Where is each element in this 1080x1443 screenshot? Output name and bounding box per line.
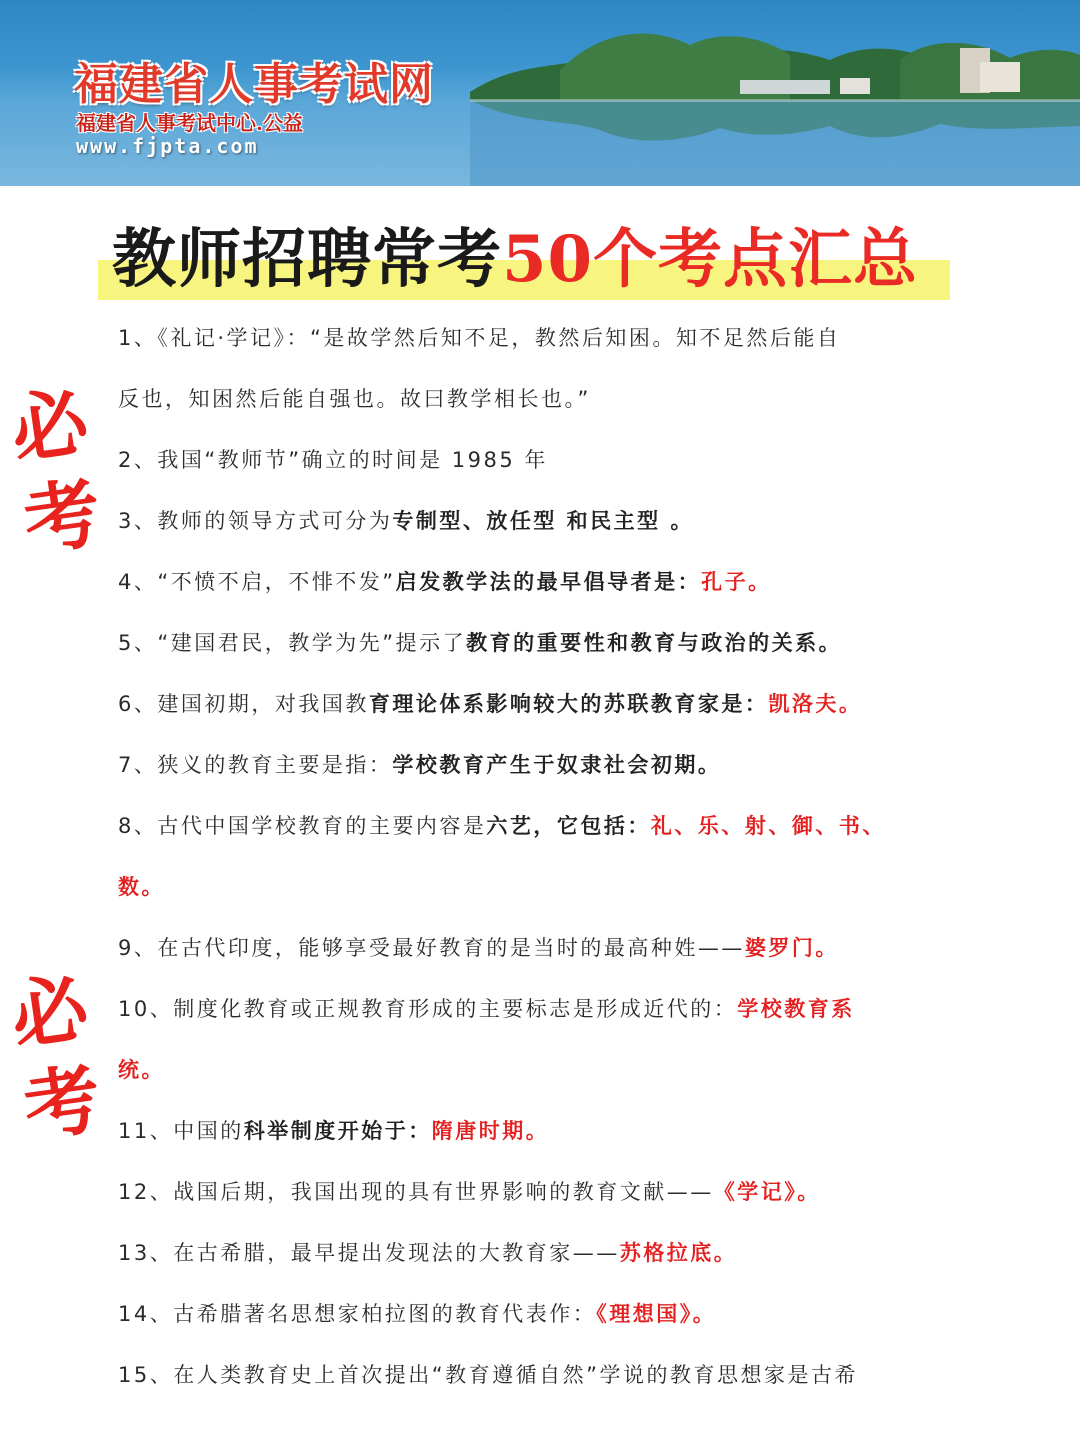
list-item-9 bbox=[118, 933, 948, 963]
item-emphasis: 科举制度开始于： bbox=[243, 1119, 432, 1143]
list-item-10-line-2 bbox=[118, 1055, 948, 1085]
title-part-red: 50个考点汇总 bbox=[502, 222, 919, 297]
item-text: 2、我国“教师节”确立的时间是 1985 年 bbox=[118, 448, 548, 472]
item-emphasis: 学校教育产生于奴隶社会初期。 bbox=[392, 753, 722, 777]
item-answer: 婆罗门。 bbox=[744, 936, 839, 960]
site-url: www.fjpta.com bbox=[76, 134, 259, 158]
item-answer: 《学记》。 bbox=[713, 1180, 821, 1204]
stamp-char: 考 bbox=[18, 1053, 107, 1153]
item-text: 11、中国的 bbox=[118, 1119, 244, 1143]
list-item-5 bbox=[118, 628, 948, 658]
site-name-logo: 福建省人事考试网 bbox=[74, 59, 434, 110]
stamp-char: 必 bbox=[5, 376, 94, 476]
item-text: 12、战国后期，我国出现的具有世界影响的教育文献—— bbox=[118, 1180, 714, 1204]
list-item-12 bbox=[118, 1177, 948, 1207]
item-answer: 数。 bbox=[118, 875, 165, 899]
item-emphasis: 启发教学法的最早倡导者是： bbox=[395, 570, 702, 594]
item-answer: 《理想国》。 bbox=[596, 1302, 717, 1326]
item-emphasis: 教育的重要性和教育与政治的关系。 bbox=[466, 631, 843, 655]
item-text: 1、《礼记·学记》：“是故学然后知不足，教然后知困。知不足然后能自 bbox=[118, 326, 841, 350]
list-item-10-line-1 bbox=[118, 994, 948, 1024]
item-answer: 礼、乐、射、御、书、 bbox=[650, 814, 886, 838]
item-text: 8、古代中国学校教育的主要内容是 bbox=[118, 814, 487, 838]
item-text: 反也，知困然后能自强也。故曰教学相长也。” bbox=[118, 387, 591, 411]
item-emphasis: 育理论体系影响较大的苏联教育家是： bbox=[368, 692, 769, 716]
must-test-stamp-upper bbox=[2, 375, 111, 569]
list-item-13 bbox=[118, 1238, 948, 1268]
item-emphasis: 六艺，它包括： bbox=[486, 814, 651, 838]
header-banner bbox=[0, 0, 1080, 186]
list-item-1-line-1 bbox=[118, 323, 948, 353]
item-answer: 孔子。 bbox=[701, 570, 772, 594]
page-title bbox=[112, 220, 918, 300]
title-part-black: 教师招聘常考 bbox=[112, 222, 502, 297]
list-item-8-line-1 bbox=[118, 811, 948, 841]
item-text: 3、教师的领导方式可分为 bbox=[118, 509, 393, 533]
item-emphasis: 专制型、放任型 和民主型 。 bbox=[392, 509, 694, 533]
stamp-char: 考 bbox=[18, 467, 107, 567]
item-text: 6、建国初期，对我国教 bbox=[118, 692, 369, 716]
must-test-stamp-lower bbox=[2, 961, 111, 1155]
site-subtitle: 福建省人事考试中心.公益 bbox=[76, 111, 303, 135]
item-text: 4、“不愤不启，不悱不发” bbox=[118, 570, 396, 594]
stamp-char: 必 bbox=[5, 962, 94, 1062]
item-answer: 统。 bbox=[118, 1058, 165, 1082]
list-item-2 bbox=[118, 445, 948, 475]
list-item-8-line-2 bbox=[118, 872, 948, 902]
item-text: 14、古希腊著名思想家柏拉图的教育代表作： bbox=[118, 1302, 597, 1326]
list-item-7 bbox=[118, 750, 948, 780]
item-text: 13、在古希腊，最早提出发现法的大教育家—— bbox=[118, 1241, 620, 1265]
list-item-1-line-2 bbox=[118, 384, 948, 414]
item-answer: 隋唐时期。 bbox=[431, 1119, 550, 1143]
list-item-15 bbox=[118, 1360, 948, 1390]
item-text: 5、“建国君民，教学为先”提示了 bbox=[118, 631, 467, 655]
list-item-11 bbox=[118, 1116, 948, 1146]
list-item-3 bbox=[118, 506, 948, 536]
list-item-4 bbox=[118, 567, 948, 597]
item-text: 7、狭义的教育主要是指： bbox=[118, 753, 393, 777]
list-item-14 bbox=[118, 1299, 948, 1329]
page-title-block bbox=[98, 214, 950, 300]
item-text: 10、制度化教育或正规教育形成的主要标志是形成近代的： bbox=[118, 997, 738, 1021]
list-item-6 bbox=[118, 689, 948, 719]
item-answer: 苏格拉底。 bbox=[619, 1241, 738, 1265]
item-text: 15、在人类教育史上首次提出“教育遵循自然”学说的教育思想家是古希 bbox=[118, 1363, 858, 1387]
item-answer: 凯洛夫。 bbox=[768, 692, 863, 716]
item-text: 9、在古代印度，能够享受最好教育的是当时的最高种姓—— bbox=[118, 936, 745, 960]
item-answer: 学校教育系 bbox=[737, 997, 855, 1021]
